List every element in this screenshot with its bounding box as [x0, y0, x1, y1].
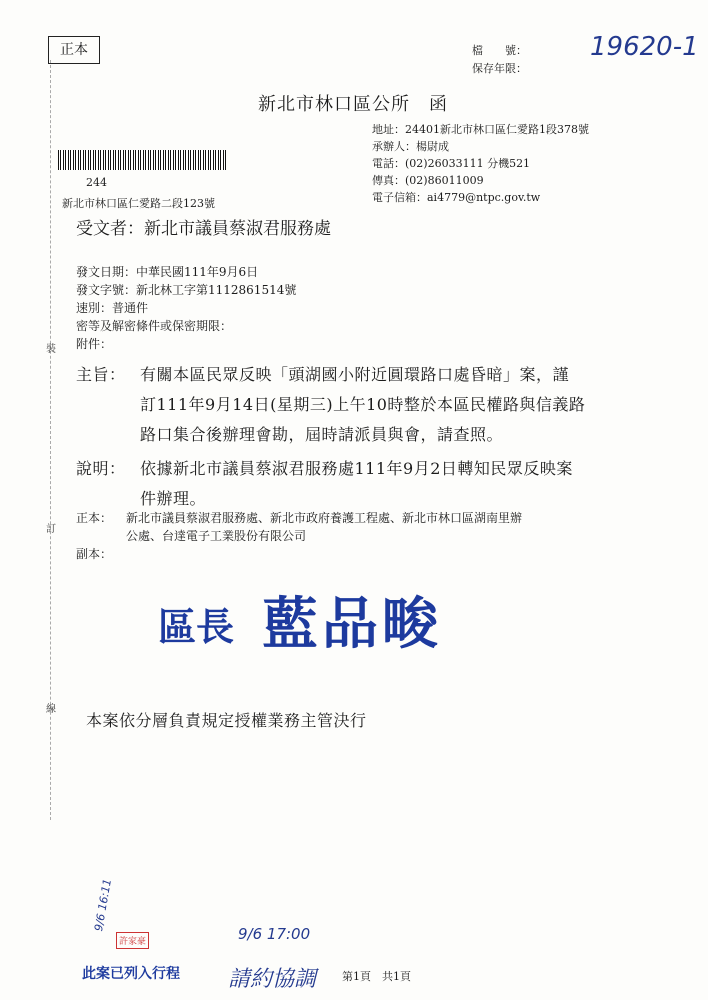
delivery-speed: 速別：普通件: [76, 301, 149, 315]
contact-fax: 傳真：(02)86011009: [372, 174, 484, 187]
side-mark-staple: 訂: [46, 524, 56, 535]
attachment: 附件：: [76, 337, 113, 351]
handwritten-file-number: 19620-1: [590, 32, 699, 62]
recipient-address: 新北市林口區仁愛路二段123號: [62, 197, 215, 210]
subject-label: 主旨：: [76, 365, 126, 384]
side-mark-line: 線: [46, 704, 56, 715]
original-copy-mark: 正本: [48, 36, 100, 64]
original-recipients-line-1: 新北市議員蔡淑君服務處、新北市政府養護工程處、新北市林口區湖南里辦: [126, 511, 523, 525]
subject-line-1: 有關本區民眾反映「頭湖國小附近圓環路口處昏暗」案，謹: [140, 365, 570, 384]
contact-email: 電子信箱：ai4779@ntpc.gov.tw: [372, 191, 541, 204]
side-mark-bind: 裝: [46, 344, 56, 355]
contact-phone: 電話：(02)26033111 分機521: [372, 157, 531, 170]
retention-label: 保存年限：: [472, 62, 527, 75]
explanation-line-1: 依據新北市議員蔡淑君服務處111年9月2日轉知民眾反映案: [140, 459, 573, 478]
seal-name: 藍品畯: [262, 592, 442, 657]
original-recipients-label: 正本：: [76, 511, 113, 525]
handwritten-date-right: 9/6 17:00: [238, 925, 311, 943]
copy-recipients-label: 副本：: [76, 547, 113, 561]
subject-line-3: 路口集合後辦理會勘，屆時請派員與會，請查照。: [140, 425, 504, 444]
original-recipients-line-2: 公處、台達電子工業股份有限公司: [126, 529, 307, 543]
reference-number: 發文字號：新北林工字第1112861514號: [76, 283, 297, 297]
postal-code: 244: [86, 176, 107, 189]
subject-line-2: 訂111年9月14日(星期三)上午10時整於本區民權路與信義路: [140, 395, 586, 414]
authority-note: 本案依分層負責規定授權業務主管決行: [86, 711, 367, 730]
scheduled-stamp: 此案已列入行程: [82, 966, 180, 982]
handwritten-date-left: 9/6 16:11: [92, 877, 114, 933]
handwritten-note: 請約協調: [228, 967, 317, 992]
recipient: 受文者：新北市議員蔡淑君服務處: [76, 219, 331, 239]
seal-title: 區長: [158, 605, 235, 649]
classification: 密等及解密條件或保密期限：: [76, 319, 233, 333]
contact-handler: 承辦人：楊尉成: [372, 140, 449, 153]
explanation-label: 說明：: [76, 459, 126, 478]
personal-red-seal: 許家豪: [116, 932, 149, 949]
page-number: 第1頁 共1頁: [342, 970, 411, 983]
file-number-label: 檔 號：: [472, 44, 527, 57]
contact-address: 地址：24401新北市林口區仁愛路1段378號: [372, 123, 589, 136]
explanation-line-2: 件辦理。: [140, 489, 207, 508]
issue-date: 發文日期：中華民國111年9月6日: [76, 265, 259, 279]
organization-title: 新北市林口區公所 函: [258, 94, 448, 115]
postal-barcode: [58, 150, 226, 170]
